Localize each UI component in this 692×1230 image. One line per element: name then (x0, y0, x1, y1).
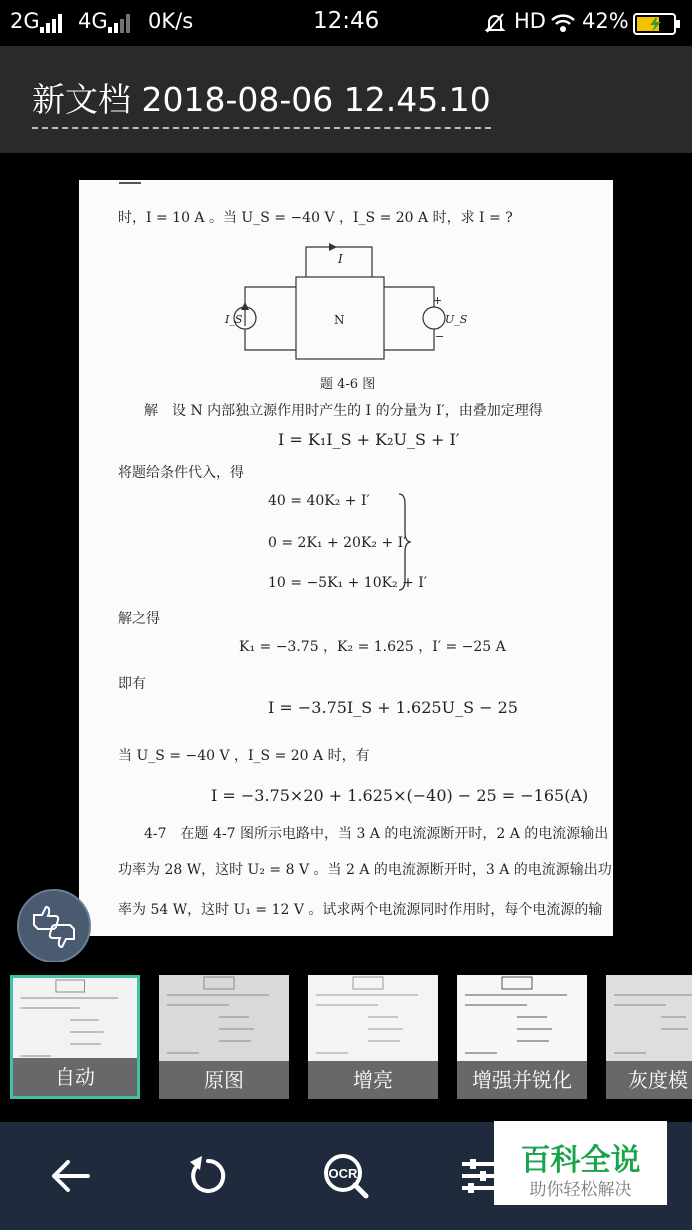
ocr-button[interactable] (318, 1148, 374, 1204)
back-button[interactable] (42, 1148, 98, 1204)
scanned-page (79, 180, 613, 936)
network-block-label: N (334, 313, 345, 327)
current-label: I (338, 252, 343, 266)
doc-line: 功率为 28 W，这时 U₂ = 8 V 。当 2 A 的电流源断开时，3 A 的电流源输出功 (118, 862, 612, 878)
battery-icon (633, 13, 681, 35)
hd-label: HD (514, 9, 546, 33)
doc-line: 即有 (118, 676, 146, 692)
adjust-button[interactable] (456, 1148, 496, 1204)
figure-caption: 题 4-6 图 (320, 377, 376, 392)
filter-thumbnail (159, 975, 289, 1061)
filter-brighten[interactable] (308, 975, 438, 1099)
filter-auto[interactable] (10, 975, 140, 1099)
signal-strength-icon (108, 13, 134, 33)
doc-line: 当 U_S = −40 V ，I_S = 20 A 时，有 (118, 748, 370, 764)
feedback-button[interactable] (17, 889, 91, 963)
doc-line: 解 设 N 内部独立源作用时产生的 I 的分量为 I′，由叠加定理得 (144, 403, 543, 419)
doc-line: 解之得 (118, 611, 160, 627)
filter-label: 增亮 (308, 1061, 438, 1099)
equation: 0 = 2K₁ + 20K₂ + I′ (268, 535, 407, 551)
status-bar (0, 0, 692, 46)
wifi-icon (550, 12, 576, 34)
filter-enhance-sharpen[interactable] (457, 975, 587, 1099)
network-2g-label: 2G (10, 9, 40, 33)
sliders-icon (456, 1148, 496, 1204)
equation: 10 = −5K₁ + 10K₂ + I′ (268, 575, 428, 591)
minus-sign: − (435, 330, 445, 343)
filter-thumbnail (308, 975, 438, 1061)
ocr-label: OCR (328, 1166, 358, 1181)
network-4g-label: 4G (78, 9, 108, 33)
filter-original[interactable] (159, 975, 289, 1099)
clock: 12:46 (313, 8, 380, 34)
title-bar (0, 46, 692, 153)
battery-percent: 42% (582, 9, 629, 33)
doc-line: 4-7 在题 4-7 图所示电路中，当 3 A 的电流源断开时，2 A 的电流源输出 (144, 826, 609, 842)
watermark-subtitle: 助你轻松解决 (529, 1180, 632, 1200)
watermark-title: 百科全说 (520, 1143, 641, 1178)
arrow-left-icon (42, 1148, 98, 1204)
filter-thumbnail (13, 978, 137, 1064)
equation: K₁ = −3.75 ，K₂ = 1.625 ，I′ = −25 A (239, 639, 506, 655)
plus-sign: + (433, 294, 443, 307)
filter-thumbnail (606, 975, 692, 1061)
filter-label: 灰度模 (606, 1061, 692, 1099)
doc-line: 将题给条件代入，得 (118, 465, 244, 481)
thumbs-up-down-icon (28, 903, 80, 951)
equation: I = −3.75I_S + 1.625U_S − 25 (268, 698, 518, 717)
voltage-source-label: U_S (445, 313, 468, 326)
document-title[interactable]: 新文档 2018-08-06 12.45.10 (32, 74, 491, 129)
filter-label: 原图 (159, 1061, 289, 1099)
page-mark (119, 182, 141, 184)
mute-bell-icon (484, 12, 506, 34)
filter-thumbnail (457, 975, 587, 1061)
rotate-icon (180, 1148, 236, 1204)
watermark-logo (494, 1121, 667, 1205)
doc-line: 率为 54 W，这时 U₁ = 12 V 。试求两个电流源同时作用时，每个电流源的输 (118, 902, 603, 918)
equation: I = −3.75×20 + 1.625×(−40) − 25 = −165(A) (211, 786, 589, 805)
current-source-label: I_S (225, 313, 243, 326)
filter-label: 增强并锐化 (457, 1061, 587, 1099)
rotate-button[interactable] (180, 1148, 236, 1204)
equation: 40 = 40K₂ + I′ (268, 493, 370, 509)
filter-strip (0, 962, 692, 1107)
network-speed: 0K/s (148, 9, 194, 33)
filter-label: 自动 (13, 1058, 137, 1096)
doc-line: 时，I = 10 A 。当 U_S = −40 V ，I_S = 20 A 时，求 I = ? (118, 210, 513, 226)
equation-brace (397, 492, 413, 592)
equation: I = K₁I_S + K₂U_S + I′ (278, 430, 460, 449)
signal-strength-icon (40, 13, 66, 33)
ocr-magnifier-icon (318, 1148, 374, 1204)
filter-grayscale[interactable] (606, 975, 692, 1099)
